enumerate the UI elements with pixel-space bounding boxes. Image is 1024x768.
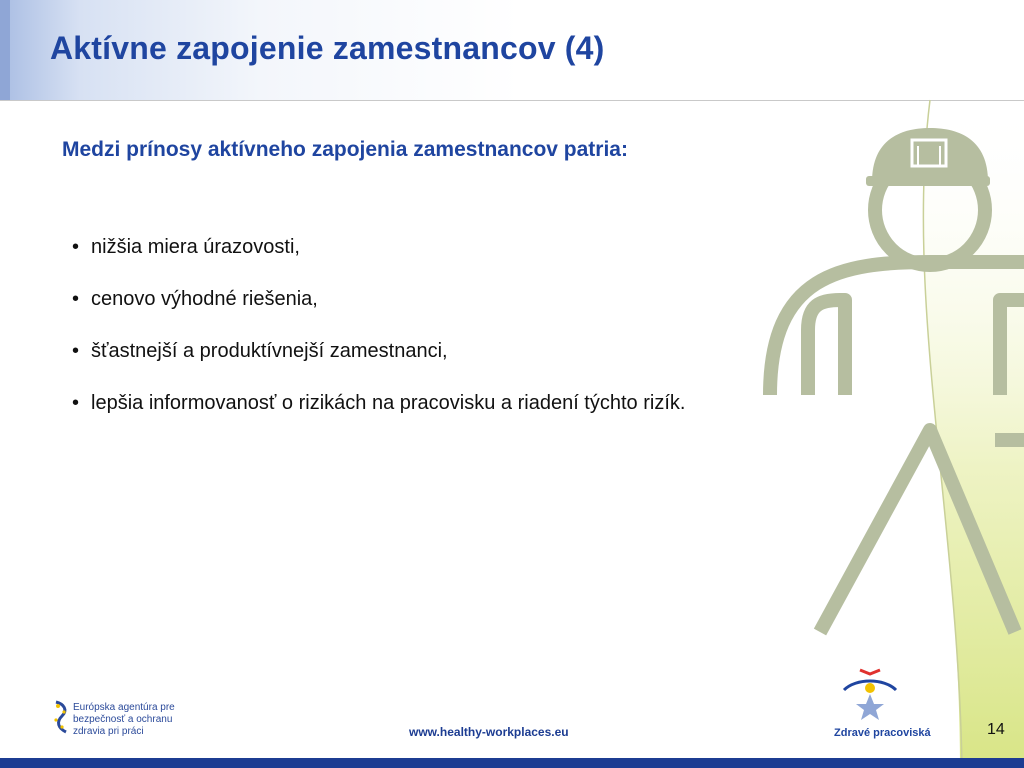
bullet-text: lepšia informovanosť o rizikách na pracovisku a riadení týchto rizík. [91, 392, 686, 414]
slide-subtitle: Medzi prínosy aktívneho zapojenia zamestnancov patria: [62, 138, 628, 161]
bullet-list [72, 233, 685, 441]
list-item [72, 233, 685, 285]
list-item [72, 337, 685, 389]
agency-line: bezpečnosť a ochranu [73, 714, 173, 725]
healthy-workplaces-logo-icon [838, 664, 902, 724]
bullet-dot-icon: • [72, 236, 80, 258]
list-item [72, 285, 685, 337]
bullet-dot-icon: • [72, 340, 80, 362]
bullet-text: cenovo výhodné riešenia, [91, 288, 318, 310]
agency-line: Európska agentúra pre [73, 702, 175, 713]
eu-osha-logo-icon [50, 700, 72, 734]
slide-title: Aktívne zapojenie zamestnancov (4) [50, 30, 605, 66]
bullet-text: nižšia miera úrazovosti, [91, 236, 300, 258]
list-item [72, 389, 685, 441]
campaign-label: Zdravé pracoviská [834, 727, 931, 739]
page-number: 14 [987, 721, 1005, 738]
agency-name [73, 702, 175, 738]
bullet-text: šťastnejší a produktívnejší zamestnanci, [91, 340, 448, 362]
bullet-dot-icon: • [72, 392, 80, 414]
website-link[interactable]: www.healthy-workplaces.eu [409, 725, 569, 739]
footer-bar [0, 758, 1024, 768]
agency-line: zdravia pri práci [73, 726, 144, 737]
bullet-dot-icon: • [72, 288, 80, 310]
